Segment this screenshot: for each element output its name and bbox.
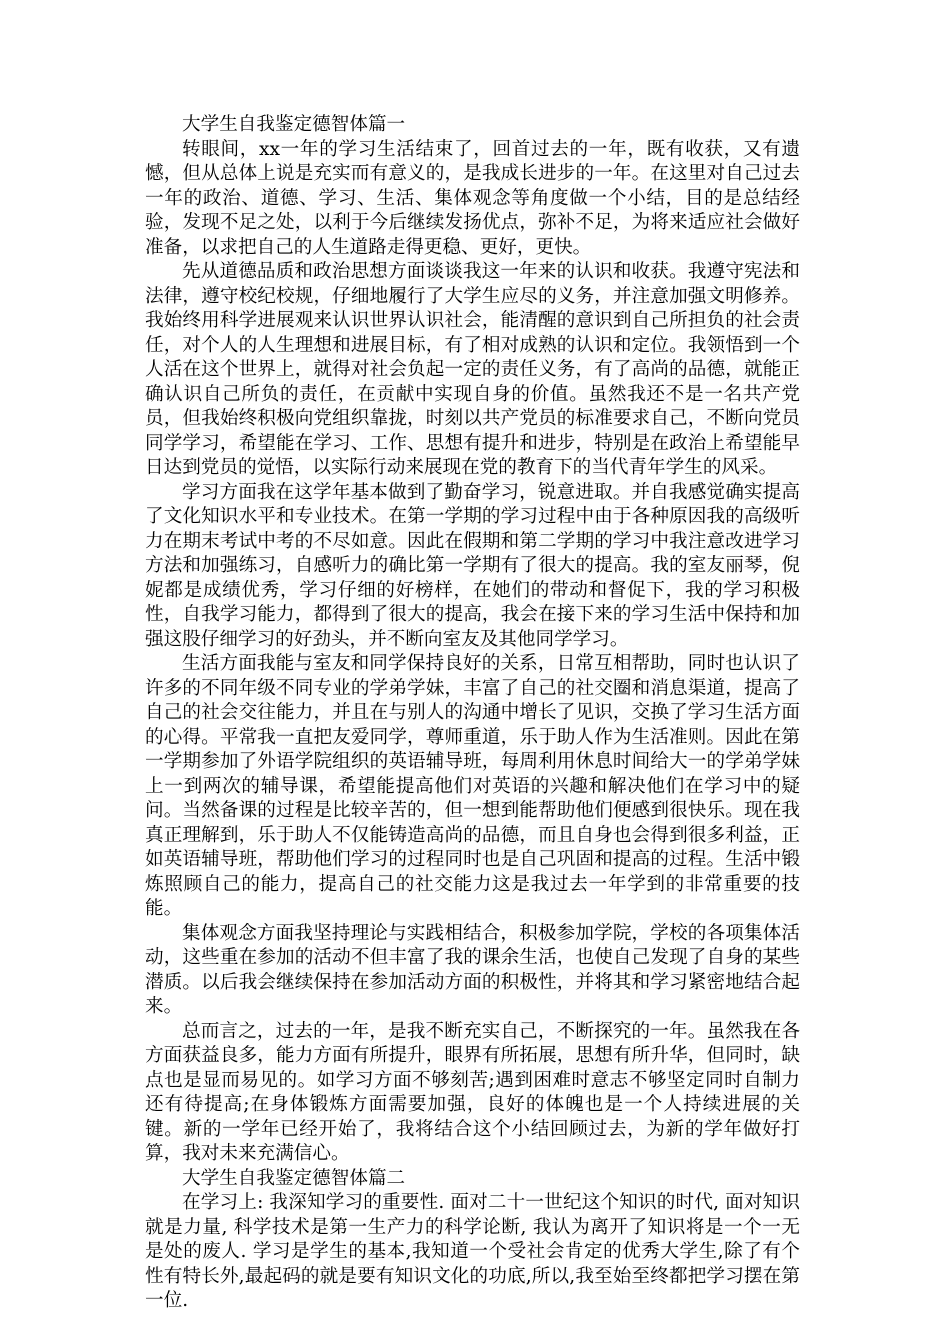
section-1-paragraph-1: 转眼间，xx一年的学习生活结束了，回首过去的一年，既有收获，又有遗憾，但从总体上说是充实而有意义的，是我成长进步的一年。在这里对自己过去一年的政治、道德、学习、生活、集体观念等角度做一个小结，目的是总结经验，发现不足之处，以利于今后继续发扬优点，弥补不足，为将来适应社会做好准备，以求把自己的人生道路走得更稳、更好，更快。: [145, 138, 800, 258]
section-1-paragraph-4: 生活方面我能与室友和同学保持良好的关系，日常互相帮助，同时也认识了许多的不同年级不同专业的学弟学妹，丰富了自己的社交圈和消息渠道，提高了自己的社会交往能力，并且在与别人的沟通中增长了见识，交换了学习生活方面的心得。平常我一直把友爱同学，尊师重道，乐于助人作为生活准则。因此在第一学期参加了外语学院组织的英语辅导班，每周利用休息时间给大一的学弟学妹上一到两次的辅导课，希望能提高他们对英语的兴趣和解决他们在学习中的疑问。当然备课的过程是比较辛苦的，但一想到能帮助他们便感到很快乐。现在我真正理解到，乐于助人不仅能铸造高尚的品德，而且自身也会得到很多利益，正如英语辅导班，帮助他们学习的过程同时也是自己巩固和提高的过程。生活中锻炼照顾自己的能力，提高自己的社交能力这是我过去一年学到的非常重要的技能。: [145, 653, 800, 919]
section-1-paragraph-2: 先从道德品质和政治思想方面谈谈我这一年来的认识和收获。我遵守宪法和法律，遵守校纪校规，仔细地履行了大学生应尽的义务，并注意加强文明修养。我始终用科学进展观来认识世界认识社会，能清醒的意识到自己所担负的社会责任，对个人的人生理想和进展目标，有了相对成熟的认识和定位。我领悟到一个人活在这个世界上，就得对社会负起一定的责任义务，有了高尚的品德，就能正确认识自己所负的责任，在贡献中实现自身的价值。虽然我还不是一名共产党员，但我始终积极向党组织靠拢，时刻以共产党员的标准要求自己，不断向党员同学学习，希望能在学习、工作、思想有提升和进步，特别是在政治上希望能早日达到党员的觉悟，以实际行动来展现在党的教育下的当代青年学生的风采。: [145, 261, 800, 478]
section-1-paragraph-6: 总而言之，过去的一年，是我不断充实自己，不断探究的一年。虽然我在各方面获益良多，能力方面有所提升，眼界有所拓展，思想有所升华，但同时，缺点也是显而易见的。如学习方面不够刻苦;遇到困难时意志不够坚定同时自制力还有待提高;在身体锻炼方面需要加强，良好的体魄也是一个人持续进展的关键。新的一学年已经开始了，我将结合这个小结回顾过去，为新的学年做好打算，我对未来充满信心。: [145, 1020, 800, 1164]
section-1-paragraph-3: 学习方面我在这学年基本做到了勤奋学习，锐意进取。并自我感觉确实提高了文化知识水平和专业技术。在第一学期的学习过程中由于各种原因我的高级听力在期末考试中考的不尽如意。因此在假期和第二学期的学习中我注意改进学习方法和加强练习，自感听力的确比第一学期有了很大的提高。我的室友丽琴，倪妮都是成绩优秀，学习仔细的好榜样，在她们的带动和督促下，我的学习积极性，自我学习能力，都得到了很大的提高，我会在接下来的学习生活中保持和加强这股仔细学习的好劲头，并不断向室友及其他同学学习。: [145, 481, 800, 650]
section-1-title: 大学生自我鉴定德智体篇一: [182, 114, 406, 135]
document-page: [145, 113, 800, 1314]
section-2-title: 大学生自我鉴定德智体篇二: [182, 1167, 406, 1189]
section-2-paragraph-1: 在学习上: 我深知学习的重要性. 面对二十一世纪这个知识的时代, 面对知识就是力量, 科学技术是第一生产力的科学论断, 我认为离开了知识将是一个一无是处的废人. 学习是学生的基本,我知道一个受社会肯定的优秀大学生,除了有个性有特长外,最起码的就是要有知识文化的功底,所以,我至始至终都把学习摆在第一位.: [145, 1192, 800, 1311]
section-1-paragraph-5: 集体观念方面我坚持理论与实践相结合，积极参加学院，学校的各项集体活动，这些重在参加的活动不但丰富了我的课余生活，也使自己发现了自身的某些潜质。以后我会继续保持在参加活动方面的积极性，并将其和学习紧密地结合起来。: [145, 922, 800, 1017]
